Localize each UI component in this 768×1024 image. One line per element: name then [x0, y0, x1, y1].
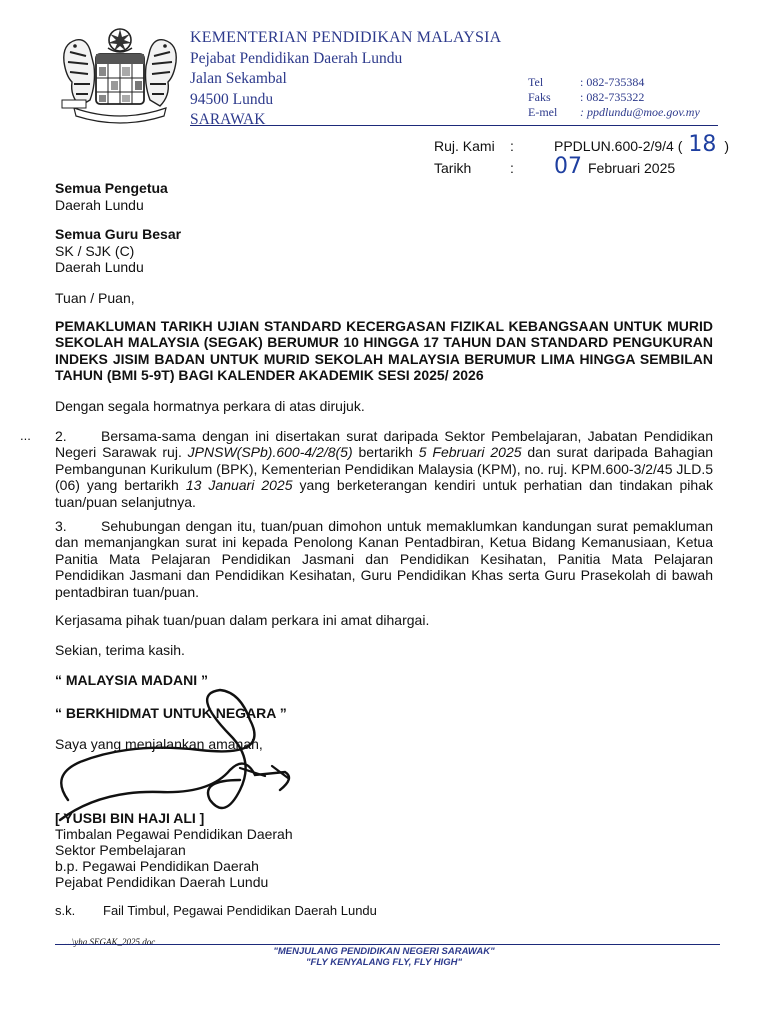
letterhead-divider [190, 125, 718, 126]
footer-divider [55, 944, 720, 945]
paragraph-number: 2. [55, 428, 67, 444]
ref-handwritten-number: 18 [688, 132, 717, 157]
fax-label: Faks [528, 90, 551, 104]
email-value: : ppdlundu@moe.gov.my [580, 105, 700, 119]
reference-block [434, 134, 729, 178]
date-colon: : [510, 160, 514, 176]
coat-of-arms-icon [56, 26, 184, 124]
recipient-line: SK / SJK (C) [55, 242, 135, 259]
file-path: ...\yha.SEGAK_2025.doc [65, 937, 156, 947]
footer-motto [0, 946, 768, 968]
signatory-line: Timbalan Pegawai Pendidikan Daerah [55, 826, 293, 842]
cc-line [55, 903, 377, 918]
signatory-line: Sektor Pembelajaran [55, 842, 186, 858]
address-state: SARAWAK [190, 111, 266, 128]
office-name: Pejabat Pendidikan Daerah Lundu [190, 49, 403, 67]
address-line-1: Jalan Sekambal [190, 70, 287, 87]
cc-label: s.k. [55, 903, 76, 918]
paragraph-number: 3. [55, 518, 67, 534]
date-handwritten-day: 07 [554, 154, 582, 179]
paragraph-text: dan surat daripada Bahagian Pembangunan Kurikulum (BPK), Kementerian Pendidikan Malaysia (KPM), no. ruj. KPM.600-3/2/45 JLD.5 (06) yang bertarikh [55, 444, 714, 494]
paragraph-text: yang berketerangan kendiri untuk perhatian dan tindakan pihak tuan/puan selanjutnya. [55, 477, 713, 510]
signatory-line: b.p. Pegawai Pendidikan Daerah [55, 858, 259, 874]
paragraph-2 [55, 428, 713, 510]
recipient-1 [55, 180, 168, 213]
tel-label: Tel [528, 75, 544, 89]
salutation: Tuan / Puan, [55, 290, 135, 306]
signatory-name: [ YUSBI BIN HAJI ALI ] [55, 810, 205, 826]
signature-intro: Saya yang menjalankan amanah, [55, 736, 263, 752]
fax-value: : 082-735322 [580, 90, 645, 104]
cc-text: Fail Timbul, Pegawai Pendidikan Daerah Lundu [103, 903, 377, 918]
recipient-2 [55, 226, 181, 276]
footer-line-2: "FLY KENYALANG FLY, FLY HIGH" [306, 957, 462, 968]
cooperation-line: Kerjasama pihak tuan/puan dalam perkara ini amat dihargai. [55, 612, 430, 628]
ref-colon: : [510, 138, 514, 154]
handwritten-signature [40, 680, 300, 830]
paragraph-text: bertarikh [352, 444, 419, 461]
email-label: E-mel [528, 105, 558, 119]
recipient-line: Daerah Lundu [55, 259, 144, 275]
paragraph-text: Bersama-sama dengan ini disertakan surat daripada Sektor Pembelajaran, Jabatan Pendidikan Negeri Sarawak ruj. [55, 428, 713, 461]
signatory-line: Pejabat Pendidikan Daerah Lundu [55, 874, 269, 890]
reference-date: 13 Januari 2025 [185, 477, 293, 494]
tel-value: : 082-735384 [580, 75, 645, 89]
slogan-madani: “ MALAYSIA MADANI ” [55, 672, 208, 688]
footer-line-1: "MENJULANG PENDIDIKAN NEGERI SARAWAK" [273, 946, 495, 957]
reference-date: 5 Februari 2025 [418, 444, 522, 461]
margin-mark: ... [20, 428, 31, 443]
recipient-title: Semua Pengetua [55, 180, 168, 196]
recipient-title: Semua Guru Besar [55, 226, 182, 242]
ref-close: ) [724, 138, 730, 154]
letterhead-block [190, 28, 501, 131]
date-month-year: Februari 2025 [588, 160, 676, 176]
opening-line: Dengan segala hormatnya perkara di atas dirujuk. [55, 398, 365, 414]
recipient-line: Daerah Lundu [55, 196, 144, 213]
closing-line: Sekian, terima kasih. [55, 642, 185, 658]
subject-heading: PEMAKLUMAN TARIKH UJIAN STANDARD KECERGASAN FIZIKAL KEBANGSAAN UNTUK MURID SEKOLAH MALAYSIA (SEGAK) BERUMUR 10 HINGGA 17 TAHUN DAN STANDARD PENGUKURAN INDEKS JISIM BADAN UNTUK MURID SEKOLAH MALAYSIA BERUMUR LIMA HINGGA SEMBILAN TAHUN (BMI 5-9T) BAGI KALENDER AKADEMIK SESI 2025/ 2026 [55, 318, 713, 384]
address-line-2: 94500 Lundu [190, 90, 274, 108]
organization-name: KEMENTERIAN PENDIDIKAN MALAYSIA [190, 29, 502, 46]
slogan-berkhidmat: “ BERKHIDMAT UNTUK NEGARA ” [55, 705, 287, 721]
ref-value: PPDLUN.600-2/9/4 ( [554, 138, 683, 154]
paragraph-text: Sehubungan dengan itu, tuan/puan dimohon untuk memaklumkan kandungan surat pemakluman dan memanjangkan surat ini kepada Penolong Kanan Pentadbiran, Ketua Bidang Kemanusiaan, Ketua Panitia Mata Pelajaran Pendidikan Jasmani dan Pendidikan Kesihatan, Panitia Mata Pelajaran Pendidikan Jasmani dan Pendidikan Kesihatan, Guru Pendidikan Khas serta Guru Prasekolah di bawah pentadbiran tuan/puan. [55, 518, 713, 600]
date-label: Tarikh [434, 160, 472, 176]
contact-block [528, 75, 700, 120]
reference-code: JPNSW(SPb).600-4/2/8(5) [187, 444, 353, 461]
ref-label: Ruj. Kami [434, 138, 495, 154]
paragraph-3 [55, 518, 713, 600]
signatory-block [55, 810, 713, 890]
